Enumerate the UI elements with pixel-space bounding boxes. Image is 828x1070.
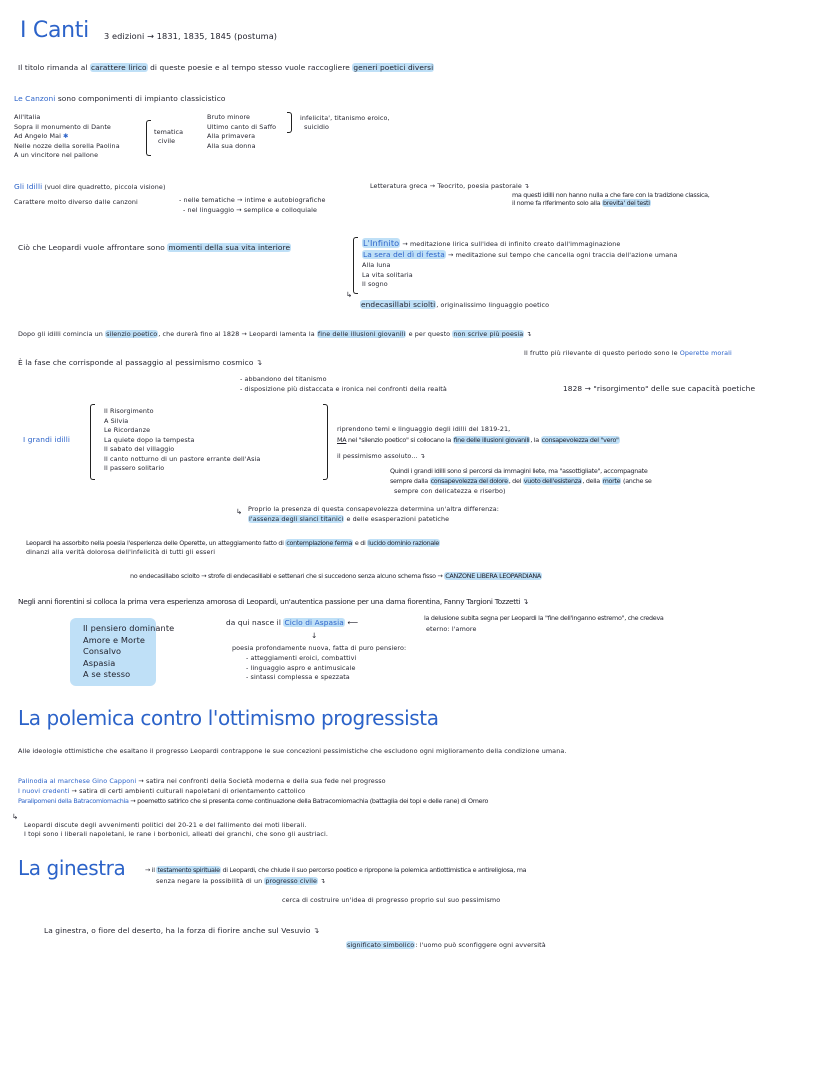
lettgreca-note: Letteratura greca → Teocrito, poesia pastorale ↴: [370, 182, 530, 190]
nuovi-line: I nuovi credenti → satira di certi ambienti culturali napoletani di orientamento cattolico: [18, 787, 306, 795]
nuovi-title: I nuovi credenti: [18, 787, 70, 795]
infinito-desc: → meditazione lirica sull'idea di infinito creato dall'immaginazione: [400, 240, 621, 248]
risorgimento-1828: 1828 → "risorgimento" delle sue capacità poetiche: [563, 384, 756, 393]
civile-label: civile: [158, 137, 176, 145]
delusione-line-2: eterno: l'amore: [426, 625, 477, 633]
canzoni-label: Le Canzoni: [14, 94, 56, 103]
intro-text: Il titolo rimanda al: [18, 63, 90, 72]
list-item: - sintassi complessa e spezzata: [246, 673, 350, 681]
simbolico-line: significato simbolico: l'uomo può sconfiggere ogni avversità: [347, 941, 546, 949]
list-item: Bruto minore: [207, 113, 251, 121]
suicidio-note: suicidio: [304, 123, 329, 131]
highlight-testamento: testamento spirituale: [157, 866, 220, 874]
list-item: All'Italia: [14, 113, 41, 121]
idilli-diverso: Carattere molto diverso dalle canzoni: [14, 198, 138, 206]
list-item: A un vincitore nel pallone: [14, 151, 99, 159]
list-item: A se stesso: [83, 669, 131, 679]
list-item: Ad Angelo Mai ✱: [14, 132, 69, 140]
palinodia-title: Palinodia al marchese Gino Capponi: [18, 777, 137, 785]
list-item: Il sogno: [362, 280, 388, 288]
frutto-line: Il frutto più rilevante di questo periodo sono le Operette morali: [524, 349, 732, 357]
list-item: Le Ricordanze: [104, 426, 151, 434]
delicatezza-line: sempre con delicatezza e riserbo): [394, 487, 506, 495]
highlight-fine-illusioni-2: fine delle illusioni giovanili: [453, 436, 530, 444]
list-item: Alla primavera: [207, 132, 256, 140]
highlight-simbolico: significato simbolico: [347, 941, 415, 949]
intro-line: [18, 63, 434, 72]
idilli-note-2: il nome fa riferimento solo alla brevita' dei testi: [512, 199, 650, 207]
riprendono-line: riprendono temi e linguaggio degli idilli del 1819-21,: [337, 425, 511, 433]
dinanzi-line: dinanzi alla verità dolorosa dell'infelicità di tutti gli esseri: [26, 548, 216, 556]
polemica-note-1: Leopardi discute degli avvenimenti politici del 20-21 e del fallimento dei moti liberali.: [24, 821, 307, 829]
list-item: Il sabato del villaggio: [104, 445, 175, 453]
list-item: Aspasia: [83, 657, 116, 668]
poesia-line: poesia profondamente nuova, fatta di puro pensiero:: [232, 644, 407, 652]
highlight-lucido: lucido dominio razionale: [368, 539, 440, 547]
canzoni-heading: [14, 94, 226, 103]
list-item: - linguaggio aspro e antimusicale: [246, 663, 356, 672]
arrow-down: ↓: [311, 631, 318, 640]
idilli-note-1: ma questi idilli non hanno nulla a che fare con la tradizione classica,: [512, 191, 710, 199]
list-item: Il canto notturno di un pastore errante dell'Asia: [104, 454, 261, 463]
list-item: Alla luna: [362, 261, 391, 269]
list-item: La quiete dopo la tempesta: [104, 435, 195, 444]
dopo-line: Dopo gli idilli comincia un silenzio poetico, che durerà fino al 1828 → Leopardi lamenta la fine delle illusioni giovanili e per questo non scrive più poesia ↴: [18, 330, 532, 338]
brace: [287, 112, 292, 133]
highlight-silenzio: silenzio poetico: [106, 330, 158, 338]
idilli-temi: - nelle tematiche → intime e autobiografiche: [179, 196, 326, 204]
list-item: Sopra il monumento di Dante: [14, 122, 111, 131]
no-endec-line: no endecasillabo sciolto → strofe di endecasillabi e settenari che si succedono senza alcuno schema fisso → CANZONE LIBERA LEOPARDIANA: [130, 572, 541, 580]
infinito-line: [362, 238, 620, 248]
abbandono-item: - abbandono del titanismo: [240, 375, 327, 383]
assorbito-line: Leopardi ha assorbito nella poesia l'esperienza delle Operette, un atteggiamento fatto di contemplazione ferma e di lucido dominio razionale: [26, 539, 440, 547]
list-item: Alla sua donna: [207, 141, 256, 150]
list-item: Il passero solitario: [104, 464, 165, 472]
disposizione-item: - disposizione più distaccata e ironica nei confronti della realtà: [240, 385, 447, 393]
list-item: Il Risorgimento: [104, 407, 154, 415]
highlight-carattere-lirico: carattere lirico: [90, 63, 147, 72]
arrow: ↳: [12, 812, 19, 821]
intro-text-2: di queste poesie e al tempo stesso vuole raccogliere: [147, 63, 353, 72]
brace: [323, 404, 328, 480]
paralipomeni-line: Paralipomeni della Batracomiomachia → poemetto satirico che si presenta come continuazione della Batracomiomachia (battaglia dei topi e delle rane) di Omero: [18, 797, 489, 805]
list-item: A Silvia: [104, 416, 129, 425]
ciclo-aspasia: Ciclo di Aspasia: [284, 618, 344, 627]
highlight-fine-illusioni: fine delle illusioni giovanili: [317, 330, 406, 338]
polemica-intro: Alle ideologie ottimistiche che esaltano il progresso Leopardi contrappone le sue concezioni pessimistiche che escludono ogni miglioramento della condizione umana.: [18, 747, 567, 755]
ginestra-title: La ginestra: [18, 856, 126, 880]
arrow: ↳: [236, 507, 243, 516]
idilli-ling: - nel linguaggio → semplice e colloquiale: [183, 206, 317, 214]
ginestra-line-1: → il testamento spirituale di Leopardi, che chiude il suo percorso poetico e ripropone la polemica antiottimistica e antireligiosa, ma: [145, 866, 527, 874]
highlight-endecasillabi: endecasillabi sciolti: [361, 300, 436, 309]
idilli-def: (vuol dire quadretto, piccola visione): [42, 183, 166, 191]
canzoni-desc: sono componimenti di impianto classicistico: [55, 94, 226, 103]
list-item: Consalvo: [83, 646, 122, 656]
sera-title: La sera del dì di festa: [363, 250, 445, 259]
highlight-vuoto: vuoto dell'esistenza: [523, 477, 582, 485]
editions-note: 3 edizioni → 1831, 1835, 1845 (postuma): [104, 31, 278, 41]
polemica-title: La polemica contro l'ottimismo progressista: [18, 706, 439, 730]
highlight-dolore: consapevolezza del dolore: [430, 477, 508, 485]
list-item: Nelle nozze della sorella Paolina: [14, 141, 120, 150]
delusione-line-1: la delusione subita segna per Leopardi la "fine dell'inganno estremo", che credeva: [424, 614, 664, 622]
cerca-line: cerca di costruire un'idea di progresso proprio sul suo pessimismo: [282, 896, 501, 904]
grandi-idilli-label: I grandi idilli: [23, 435, 71, 444]
list-item: Amore e Morte: [83, 634, 146, 645]
palinodia-line: Palinodia al marchese Gino Capponi → satira nei confronti della Società moderna e della sua fede nel progresso: [18, 777, 386, 785]
highlight-momenti: momenti della sua vita interiore: [168, 243, 291, 252]
aspasia-list: [83, 623, 174, 681]
paralipomeni-title: Paralipomeni della Batracomiomachia: [18, 797, 129, 805]
sera-line: [362, 250, 677, 259]
list-item: - atteggiamenti eroici, combattivi: [246, 654, 357, 662]
highlight-vero: consapevolezza del "vero": [541, 436, 619, 444]
canzoni-altre-list: [207, 113, 276, 151]
infinito-title: L'Infinito: [363, 238, 400, 248]
highlight-progresso: progresso civile: [265, 877, 318, 885]
quindi-line: Quindi i grandi idilli sono sì percorsi da immagini liete, ma "assottigliate", accompagnate: [390, 467, 648, 475]
tematica-label: tematica: [154, 128, 184, 136]
highlight-canzone-libera: CANZONE LIBERA LEOPARDIANA: [445, 572, 541, 580]
brace: [353, 237, 358, 294]
pessimismo-line: il pessimismo assoluto... ↴: [337, 452, 426, 460]
highlight-contemplazione: contemplazione ferma: [286, 539, 353, 547]
assenza-line: l'assenza degli slanci titanici e delle esasperazioni patetiche: [249, 515, 450, 523]
canzoni-civili-list: [14, 113, 120, 161]
polemica-note-2: I topi sono i liberali napoletani, le rane i borbonici, alleati dei granchi, che sono gli austriaci.: [24, 830, 329, 838]
list-item: Il pensiero dominante: [83, 623, 175, 633]
list-item: Ultimo canto di Saffo: [207, 122, 277, 131]
sempre-line: sempre dalla consapevolezza del dolore, del vuoto dell'esistenza, della morte (anche se: [390, 477, 652, 485]
idilli-altri-list: [362, 261, 413, 290]
sera-desc: → meditazione sul tempo che cancella ogni traccia dell'azione umana: [445, 251, 678, 259]
highlight-assenza: l'assenza degli slanci titanici: [249, 515, 344, 523]
operette-label: Operette morali: [679, 349, 732, 357]
list-item: La vita solitaria: [362, 270, 413, 279]
da-qui-line: da qui nasce il Ciclo di Aspasia ⟵: [226, 618, 359, 627]
highlight-non-scrive: non scrive più poesia: [453, 330, 524, 338]
ginestra-line-2: senza negare la possibilità di un progresso civile ↴: [156, 877, 326, 885]
endecasillabi-line: endecasillabi sciolti, originalissimo linguaggio poetico: [361, 300, 550, 309]
highlight-generi-poetici: generi poetici diversi: [353, 63, 434, 72]
page-title: I Canti: [20, 18, 89, 43]
idilli-heading: [14, 182, 166, 191]
highlight-morte: morte: [602, 477, 621, 485]
grandi-idilli-list: [104, 407, 260, 474]
arrow: ↳: [346, 290, 353, 299]
idilli-label: Gli Idilli: [14, 182, 43, 191]
cio-line: Ciò che Leopardi vuole affrontare sono momenti della sua vita interiore: [18, 243, 291, 252]
fiore-line: La ginestra, o fiore del deserto, ha la forza di fiorire anche sul Vesuvio ↴: [44, 926, 320, 935]
highlight-brevita: brevita' dei testi: [603, 199, 650, 207]
brace: [146, 120, 151, 156]
poesia-list: [246, 654, 356, 683]
fase-line: È la fase che corrisponde al passaggio al pessimismo cosmico ↴: [18, 358, 263, 367]
proprio-line: Proprio la presenza di questa consapevolezza determina un'altra differenza:: [248, 505, 500, 513]
anni-line: Negli anni fiorentini si colloca la prima vera esperienza amorosa di Leopardi, un'autentica passione per una dama fiorentina, Fanny Targioni Tozzetti ↴: [18, 597, 529, 606]
infelicita-note: infelicita', titanismo eroico,: [300, 114, 390, 122]
brace: [90, 404, 95, 480]
ma-line: MA nel "silenzio poetico" si collocano la fine delle illusioni giovanili, la consapevolezza del "vero": [337, 436, 619, 444]
